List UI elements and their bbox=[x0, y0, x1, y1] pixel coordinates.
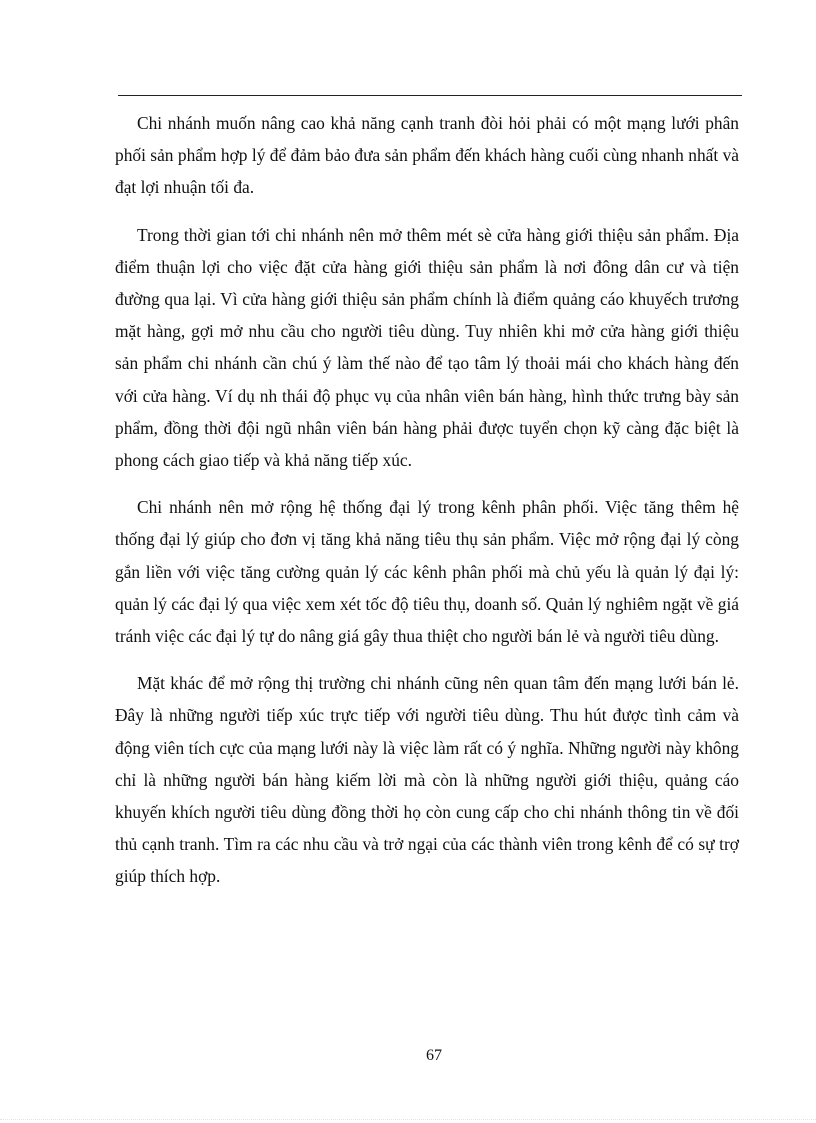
page-number: 67 bbox=[426, 1047, 442, 1064]
paragraph-4: Mặt khác để mở rộng thị trường chi nhánh cũng nên quan tâm đến mạng lưới bán lẻ. Đây là những người tiếp xúc trực tiếp với người tiêu dùng. Thu hút được tình cảm và động viên tích cực của mạng lưới này là việc làm rất có ý nghĩa. Những người này không chỉ là những người bán hàng kiếm lời mà còn là những người giới thiệu, quảng cáo khuyến khích người tiêu dùng đồng thời họ còn cung cấp cho chi nhánh thông tin về đối thủ cạnh tranh. Tìm ra các nhu cầu và trở ngại của các thành viên trong kênh để có sự trợ giúp thích hợp. bbox=[115, 673, 739, 887]
header-rule bbox=[118, 95, 742, 96]
paragraph-3: Chi nhánh nên mở rộng hệ thống đại lý trong kênh phân phối. Việc tăng thêm hệ thống đại lý giúp cho đơn vị tăng khả năng tiêu thụ sản phẩm. Việc mở rộng đại lý còng gắn liền với việc tăng cường quản lý các kênh phân phối mà chủ yếu là quản lý đại lý: quản lý các đại lý qua việc xem xét tốc độ tiêu thụ, doanh số. Quản lý nghiêm ngặt về giá tránh việc các đại lý tự do nâng giá gây thua thiệt cho người bán lẻ và người tiêu dùng. bbox=[115, 497, 739, 647]
paragraph-2: Trong thời gian tới chi nhánh nên mở thêm mét sè cửa hàng giới thiệu sản phẩm. Địa điểm thuận lợi cho việc đặt cửa hàng giới thiệu sản phẩm là nơi đông dân cư và tiện đường qua lại. Vì cửa hàng giới thiệu sản phẩm chính là điểm quảng cáo khuyếch trương mặt hàng, gợi mở nhu cầu cho người tiêu dùng. Tuy nhiên khi mở cửa hàng giới thiệu sản phẩm chi nhánh cần chú ý làm thế nào để tạo tâm lý thoải mái cho khách hàng đến với cửa hàng. Ví dụ nh thái độ phục vụ của nhân viên bán hàng, hình thức trưng bày sản phẩm, đồng thời đội ngũ nhân viên bán hàng phải được tuyển chọn kỹ càng đặc biệt là phong cách giao tiếp và khả năng tiếp xúc. bbox=[115, 224, 739, 471]
document-body bbox=[115, 107, 739, 908]
paragraph-1: Chi nhánh muốn nâng cao khả năng cạnh tranh đòi hỏi phải có một mạng lưới phân phối sản phẩm hợp lý để đảm bảo đưa sản phẩm đến khách hàng cuối cùng nhanh nhất và đạt lợi nhuận tối đa. bbox=[115, 113, 739, 198]
footer-dotted-rule bbox=[0, 1119, 816, 1120]
